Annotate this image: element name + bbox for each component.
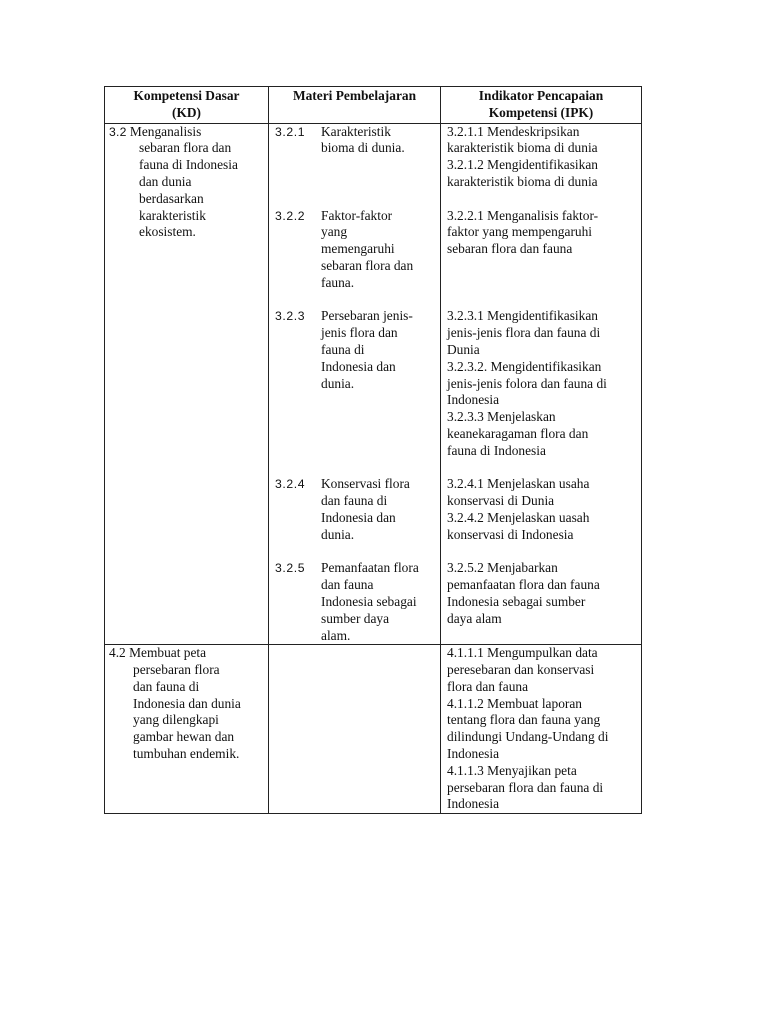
ipk-text-line: 4.1.1.3 Menyajikan peta: [447, 762, 577, 778]
materi-item: [275, 308, 436, 392]
kd-cell: [105, 645, 269, 814]
ipk-text-line: konservasi di Indonesia: [447, 526, 574, 542]
ipk-text-line: 3.2.3.2. Mengidentifikasikan: [447, 358, 602, 374]
table-header-row: [105, 87, 642, 124]
materi-text-line: bioma di dunia.: [321, 140, 405, 156]
ipk-cell: [441, 123, 642, 645]
kd-text-line: ekosistem.: [139, 224, 196, 240]
kd-number: 4.2: [109, 645, 126, 661]
kd-text-line: dan dunia: [139, 173, 192, 189]
ipk-text-line: faktor yang mempengaruhi: [447, 224, 593, 240]
ipk-text-line: Indonesia: [447, 392, 500, 408]
ipk-text-line: 3.2.4.2 Menjelaskan uasah: [447, 509, 590, 525]
materi-text-line: sebaran flora dan: [321, 257, 414, 273]
materi-text-line: fauna.: [321, 274, 355, 290]
materi-text-line: jenis flora dan: [321, 325, 398, 341]
materi-cell-empty: [269, 645, 441, 814]
header-ipk-line: Indikator Pencapaian: [478, 88, 604, 103]
ipk-text-line: 4.1.1.1 Mengumpulkan data: [447, 645, 598, 661]
ipk-text-line: sebaran flora dan fauna: [447, 241, 573, 257]
materi-text-line: dan fauna: [321, 577, 374, 593]
ipk-text-line: 3.2.1.1 Mendeskripsikan: [447, 123, 580, 139]
materi-text-line: Konservasi flora: [321, 476, 410, 492]
materi-text-line: yang: [321, 224, 348, 240]
header-materi-line: Materi Pembelajaran: [292, 88, 417, 103]
ipk-text-line: konservasi di Dunia: [447, 493, 555, 509]
ipk-text-line: flora dan fauna: [447, 678, 529, 694]
table-row: [105, 645, 642, 814]
kd-cell: [105, 123, 269, 645]
materi-text-line: dunia.: [321, 375, 355, 391]
ipk-text-line: karakteristik bioma di dunia: [447, 140, 598, 156]
ipk-text-line: peresebaran dan konservasi: [447, 662, 595, 678]
ipk-text-line: dilindungi Undang-Undang di: [447, 729, 609, 745]
ipk-text-line: karakteristik bioma di dunia: [447, 173, 598, 189]
ipk-text-line: pemanfaatan flora dan fauna: [447, 577, 600, 593]
ipk-text-line: daya alam: [447, 610, 502, 626]
header-materi: [269, 87, 441, 124]
header-kd: [105, 87, 269, 124]
ipk-text-line: Indonesia: [447, 796, 500, 812]
materi-item: [275, 476, 436, 543]
kd-text-line: Membuat peta: [129, 645, 207, 661]
ipk-text-line: 3.2.4.1 Menjelaskan usaha: [447, 476, 590, 492]
materi-text-line: Indonesia sebagai: [321, 593, 417, 609]
header-kd-line: (KD): [171, 104, 201, 120]
ipk-text-line: persebaran flora dan fauna di: [447, 779, 604, 795]
kd-first-line: [109, 124, 262, 141]
kd-text-line: Indonesia dan dunia: [133, 695, 241, 711]
materi-text-line: dan fauna di: [321, 493, 388, 509]
header-kd-line: Kompetensi Dasar: [133, 88, 240, 103]
kd-text-line: berdasarkan: [139, 190, 204, 206]
materi-number: 3.2.5: [275, 561, 306, 576]
kd-text-line: gambar hewan dan: [133, 729, 235, 745]
materi-text-line: Indonesia dan: [321, 358, 396, 374]
ipk-text-line: 3.2.2.1 Menganalisis faktor-: [447, 207, 599, 223]
kd-number: 3.2: [109, 124, 127, 139]
kd-text-line: sebaran flora dan: [139, 140, 232, 156]
kd-first-line: [109, 645, 262, 662]
ipk-text-line: tentang flora dan fauna yang: [447, 712, 601, 728]
materi-text-line: fauna di: [321, 341, 365, 357]
kd-text-line: fauna di Indonesia: [139, 157, 238, 173]
materi-text-line: Persebaran jenis-: [321, 308, 413, 324]
ipk-text-line: jenis-jenis flora dan fauna di: [447, 325, 601, 341]
materi-cell: [269, 123, 441, 645]
ipk-text-line: keanekaragaman flora dan: [447, 425, 589, 441]
ipk-text-line: fauna di Indonesia: [447, 442, 546, 458]
materi-text-line: alam.: [321, 627, 351, 643]
ipk-text-line: 3.2.1.2 Mengidentifikasikan: [447, 157, 598, 173]
ipk-text-line: jenis-jenis folora dan fauna di: [447, 375, 607, 391]
materi-number: 3.2.4: [275, 477, 306, 492]
table-row: [105, 123, 642, 645]
kd-text-line: Menganalisis: [129, 123, 202, 139]
materi-number: 3.2.3: [275, 309, 306, 324]
materi-text-line: dunia.: [321, 526, 355, 542]
ipk-text-line: Indonesia sebagai sumber: [447, 593, 586, 609]
header-ipk: [441, 87, 642, 124]
materi-item: [275, 208, 436, 292]
materi-number: 3.2.2: [275, 208, 306, 223]
kd-text-line: tumbuhan endemik.: [133, 746, 240, 762]
materi-item: [275, 124, 436, 158]
kd-text-line: dan fauna di: [133, 678, 200, 694]
competency-table: [104, 86, 642, 814]
kd-text-line: karakteristik: [139, 207, 206, 223]
ipk-text-line: 3.2.5.2 Menjabarkan: [447, 560, 558, 576]
materi-text-line: memengaruhi: [321, 241, 395, 257]
materi-text-line: Faktor-faktor: [321, 207, 393, 223]
materi-text-line: Indonesia dan: [321, 509, 396, 525]
ipk-text-line: Dunia: [447, 341, 480, 357]
ipk-text-line: 3.2.3.1 Mengidentifikasikan: [447, 308, 598, 324]
kd-text-line: persebaran flora: [133, 662, 220, 678]
materi-text-line: Karakteristik: [321, 123, 391, 139]
ipk-text-line: 4.1.1.2 Membuat laporan: [447, 695, 582, 711]
ipk-text-line: Indonesia: [447, 746, 500, 762]
materi-text-line: sumber daya: [321, 610, 390, 626]
materi-item: [275, 560, 436, 644]
header-ipk-line: Kompetensi (IPK): [488, 104, 594, 120]
materi-number: 3.2.1: [275, 124, 306, 139]
ipk-cell: [441, 645, 642, 814]
kd-text-line: yang dilengkapi: [133, 712, 219, 728]
ipk-text-line: 3.2.3.3 Menjelaskan: [447, 409, 556, 425]
materi-text-line: Pemanfaatan flora: [321, 560, 419, 576]
